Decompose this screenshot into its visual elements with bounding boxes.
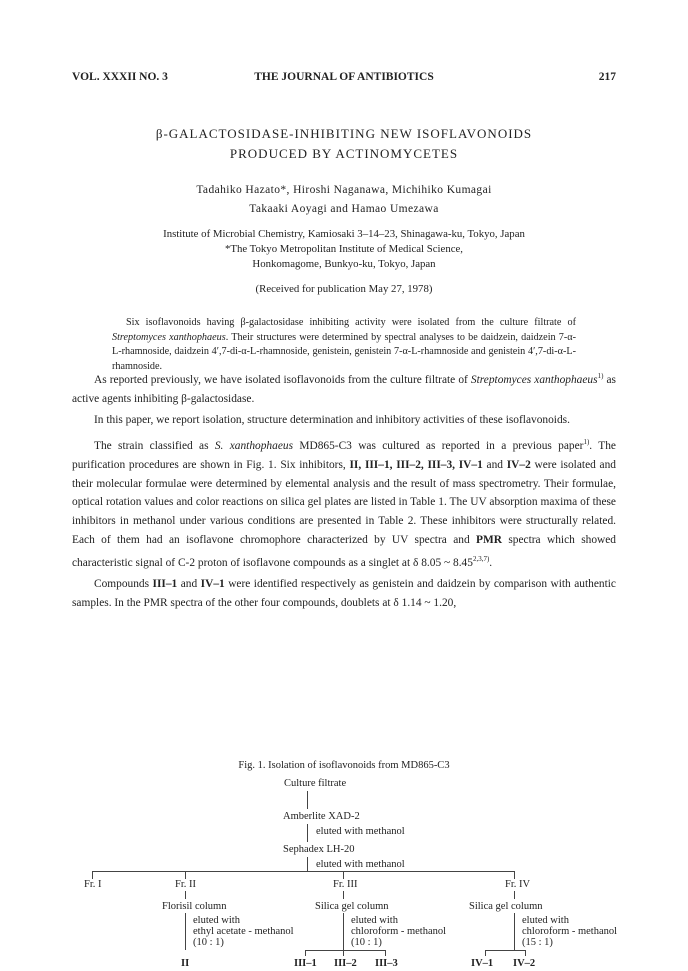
p1-reference: 1) [597, 372, 604, 380]
body-text [72, 367, 616, 613]
p4-text-a: Compounds [94, 578, 153, 591]
elution-condition: chloroform - methanol [522, 926, 618, 937]
column-silica-gel-iv: Silica gel column [469, 901, 543, 912]
abstract-text-1: Six isoflavonoids having β-galactosidase inhibiting activity were isolated from the culture filtrate of [126, 317, 576, 328]
connector-line [514, 891, 515, 899]
p3-text-e: spectra which showed characteristic signal of C-2 proton of isoflavone compounds as a singlet at δ 8.05 ~ 8.45 [72, 533, 617, 569]
fraction-iii: Fr. III [333, 879, 358, 890]
p4-compound-1: III–1 [152, 578, 178, 591]
connector-line [92, 871, 93, 879]
p3-compound-iv2: IV–2 [506, 458, 531, 471]
fraction-iv: Fr. IV [505, 879, 531, 890]
abstract-organism: Streptomyces xanthophaeus [112, 331, 226, 343]
p3-compounds: II, III–1, III–2, III–3, IV–1 [349, 458, 483, 471]
p3-and: and [482, 458, 507, 471]
product-iii-3: III–3 [375, 958, 398, 969]
step-eluted-methanol-2: eluted with methanol [316, 859, 405, 870]
product-ii: II [181, 958, 190, 969]
volume-label: VOL. XXXII NO. 3 [72, 71, 168, 83]
p4-text-c: were identified respectively as genistein and daidzein by comparison with authentic samples. In the PMR spectra of the other four compounds, doublets at δ 1.14 ~ 1.20, [72, 578, 616, 610]
p1-text-a: As reported previously, we have isolated isoflavonoids from the culture filtrate of [94, 373, 471, 386]
connector-line [307, 824, 308, 842]
body-paragraph-1 [72, 367, 616, 408]
p3-text-c: . The purification procedures are shown in Fig. 1. Six inhibitors, [72, 439, 616, 471]
connector-line [307, 857, 308, 871]
connector-line [185, 871, 186, 879]
branch-line [92, 871, 514, 872]
page-number: 217 [598, 71, 616, 83]
connector-line [307, 791, 308, 809]
product-iv-2: IV–2 [513, 958, 536, 969]
body-paragraph-2: In this paper, we report isolation, structure determination and inhibitory activities of these isoflavonoids. [94, 414, 570, 427]
p1-organism: Streptomyces xanthophaeus [470, 373, 598, 386]
connector-line [185, 891, 186, 899]
author-list [72, 181, 616, 219]
connector-line [343, 871, 344, 879]
elution-condition: eluted with [351, 915, 398, 926]
fraction-i: Fr. I [84, 879, 102, 890]
fraction-ii: Fr. II [175, 879, 196, 890]
paper-title [72, 124, 616, 164]
elution-condition: (15 : 1) [522, 937, 553, 948]
p4-compound-2: IV–1 [200, 578, 225, 591]
column-silica-gel-iii: Silica gel column [315, 901, 389, 912]
diagram-bottom [0, 913, 688, 971]
node-sephadex: Sephadex LH-20 [283, 844, 355, 855]
elution-condition: (10 : 1) [351, 937, 382, 948]
affiliation [72, 227, 616, 272]
connector-line [514, 871, 515, 879]
abstract [112, 316, 576, 374]
received-date: (Received for publication May 27, 1978) [255, 283, 433, 295]
product-iv-1: IV–1 [471, 958, 494, 969]
body-paragraph-3 [72, 433, 616, 572]
title-line-1: β-GALACTOSIDASE-INHIBITING NEW ISOFLAVONOIDS [155, 126, 533, 141]
journal-name: THE JOURNAL OF ANTIBIOTICS [254, 71, 434, 83]
elution-condition: chloroform - methanol [351, 926, 447, 937]
p3-pmr: PMR [476, 533, 502, 546]
product-iii-2: III–2 [334, 958, 357, 969]
p3-reference: 1) [583, 438, 590, 447]
column-florisil: Florisil column [162, 901, 227, 912]
p3-reference-2: 2,3,7) [472, 554, 490, 563]
node-culture-filtrate: Culture filtrate [284, 778, 347, 789]
affiliation-line-3: Honkomagome, Bunkyo-ku, Tokyo, Japan [252, 258, 436, 270]
elution-condition: eluted with [193, 915, 240, 926]
p4-text-b: and [177, 578, 201, 591]
elution-condition: ethyl acetate - methanol [193, 926, 294, 937]
abstract-text-2: . Their structures were determined by spectral analyses to be daidzein, daidzein 7-α-L-rhamnoside, daidzein 4′,7-di-α-L-rhamnoside, genistein, genistein 7-α-L-rhamnoside and genistein 4′,7-di-α-L-rhamnoside. [112, 331, 577, 372]
elution-condition: eluted with [522, 915, 569, 926]
node-amberlite: Amberlite XAD-2 [283, 811, 360, 822]
p3-text-b: MD865-C3 was cultured as reported in a previous paper [293, 439, 584, 452]
affiliation-line-2: *The Tokyo Metropolitan Institute of Medical Science, [224, 243, 464, 255]
body-paragraph-4 [72, 575, 616, 613]
product-iii-1: III–1 [294, 958, 317, 969]
affiliation-line-1: Institute of Microbial Chemistry, Kamiosaki 3–14–23, Shinagawa-ku, Tokyo, Japan [163, 228, 525, 240]
authors-line-2: Takaaki Aoyagi and Hamao Umezawa [249, 203, 439, 215]
running-header [72, 71, 616, 89]
title-line-2: PRODUCED BY ACTINOMYCETES [229, 146, 459, 161]
p3-text-f: . [489, 556, 493, 569]
authors-line-1: Tadahiko Hazato*, Hiroshi Naganawa, Michihiko Kumagai [196, 184, 492, 196]
p3-organism: S. xanthophaeus [214, 439, 294, 452]
figure-caption: Fig. 1. Isolation of isoflavonoids from MD865-C3 [238, 760, 450, 771]
step-eluted-methanol-1: eluted with methanol [316, 826, 405, 837]
abstract-paragraph [112, 316, 576, 374]
p3-text-a: The strain classified as [94, 439, 215, 452]
elution-condition: (10 : 1) [193, 937, 224, 948]
p1-text-b: as active agents inhibiting β-galactosidase. [72, 373, 616, 405]
p3-text-d: were isolated and their molecular formulae were determined by elemental analysis and the result of mass spectrometry. Their formulae, optical rotation values and color reactions on silica gel plates are listed in Table 1. The UV absorption maxima of these inhibitors in methanol under various conditions are presented in Table 2. These inhibitors were structurally related. Each of them had an isoflavone chromophore characterized by UV spectra and [72, 458, 616, 546]
connector-line [343, 891, 344, 899]
